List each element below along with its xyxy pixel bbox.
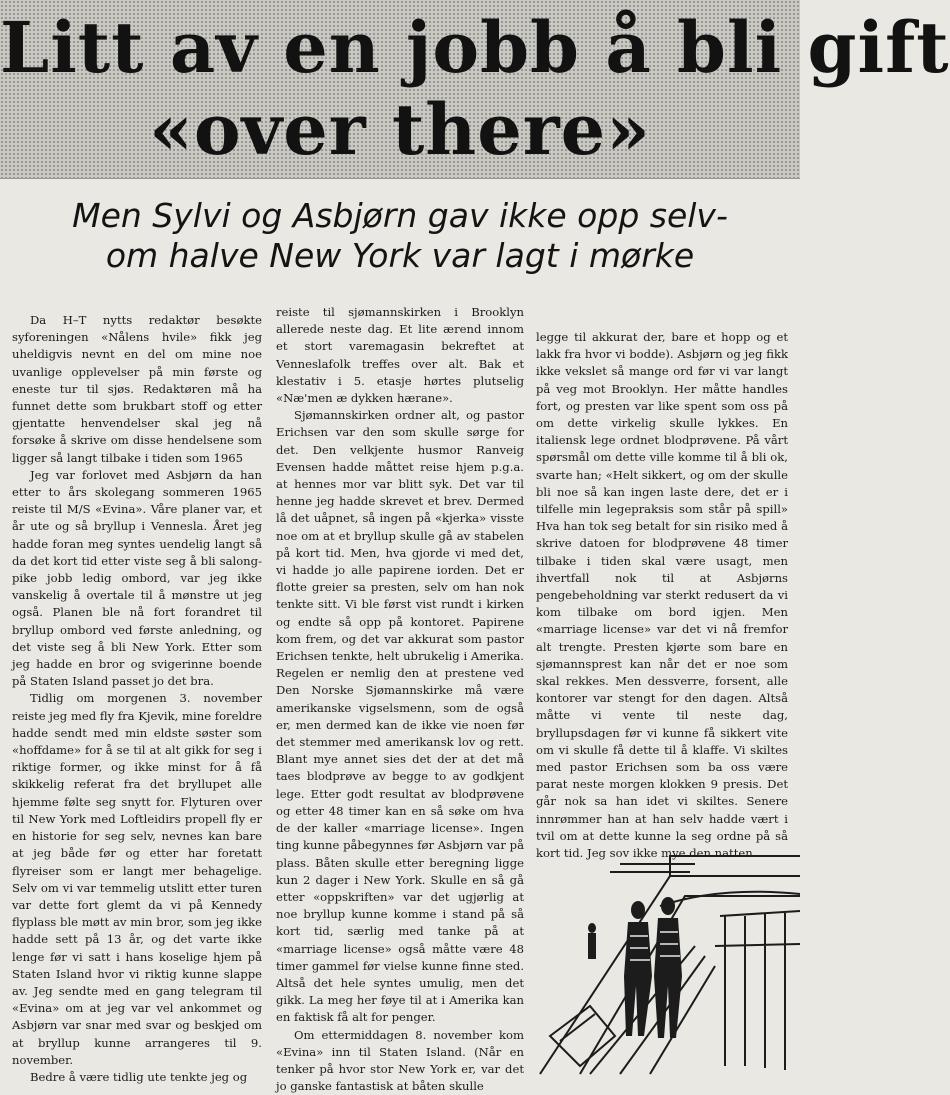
paragraph: Om ettermiddagen 8. november kom «Evina» inn til Staten Island. (Når en tenker på hvor stor New York er, var det jo ganske fantastisk at båten skulle — [276, 1027, 524, 1094]
paragraph: legge til akkurat der, bare et hopp og et lakk fra hvor vi bodde). Asbjørn og jeg fikk ikke vekslet så mange ord før vi var langt på veg mot Brooklyn. Her måtte handles fort, og presten var like spent som oss på om dette virkelig skulle lykkes. En italiensk lege ordnet blodprøvene. På vårt spørsmål om dette ville komme til å bli ok, svarte han; «Helt sikkert, og om der skulle bli noe så kan ingen laste dere, det er i tilfelle min legepraksis som står på spill» Hva han tok seg betalt for sin risiko med å skrive datoen for blodprøvene 48 timer tilbake i tiden skal være usagt, men ihvertfall nok til at Asbjørns pengebeholdning var sterkt redusert da vi kom tilbake om bord igjen. Men «marriage license» var det vi nå fremfor alt trengte. Presten kjørte som bare en sjømannsprest kan når det er noe som skal rekkes. Men dessverre, forsent, alle kontorer var stengt for den dagen. Altså måtte vi vente til neste dag, bryllupsdagen før vi kunne få sikkert vite om vi skulle få dette til å klaffe. Vi skiltes med pastor Erichsen som ba oss være parat neste morgen klokken 9 presis. Det går nok sa han idet vi skiltes. Senere innrømmer han at han selv hadde vært i tvil om at dette kunne la seg ordne på så kort tid. Jeg sov ikke mye den natten. — [536, 330, 788, 861]
paragraph: Tidlig om morgenen 3. november reiste jeg med fly fra Kjevik, mine foreldre hadde sendt med min eldste søster som «hoffdame» for å se til at alt gikk for seg i riktige former, og ikke minst for å få skikkelig referat fra det bryllupet alle hjemme følte seg snytt for. Flyturen over til New York med Loftleidirs propell fly er en historie for seg selv, nevnes kan bare at jeg både før og etter har foretatt flyreiser som er langt mer behagelige. Selv om vi var temmelig utslitt etter turen var dette fort glemt da vi på Kennedy flyplass ble møtt av min bror, som jeg ikke hadde sett på 13 år, og det varte ikke lenge før vi satt i hans koselige hjem på Staten Island hvor vi riktig kunne slappe av. Jeg sendte med en gang telegram til «Evina» om at jeg var vel ankommet og Asbjørn var snar med svar og beskjed om at bryllup kunne arrangeres til 9. november. — [12, 691, 262, 1067]
ship-deck-illustration — [520, 836, 800, 1074]
subheadline-line-1: Men Sylvi og Asbjørn gav ikke opp selv- — [72, 196, 728, 235]
paragraph: reiste til sjømannskirken i Brooklyn allerede neste dag. Et lite ærend innom et stort varemagasin bekreftet at Venneslafolk treffes over alt. Bak et klestativ i 5. etasje hørtes plutselig «Næ'men æ dykken hærane». — [276, 305, 524, 406]
paragraph: Bedre å være tidlig ute tenkte jeg og — [30, 1069, 248, 1084]
article-column-2 — [276, 304, 524, 1095]
article-column-1 — [12, 312, 262, 1086]
article-column-3 — [536, 329, 788, 862]
headline-banner — [0, 0, 950, 179]
paragraph: Da H–T nytts redaktør besøkte syforeningen «Nålens hvile» fikk jeg uheldigvis nevnt en del om mine noe uvanlige opplevelser på min første og eneste tur til sjøs. Redaktøren må ha funnet dette som brukbart stoff og etter gjentatte henvendelser skal jeg nå forsøke å skrive om disse hendelsene som ligger så langt tilbake i tiden som 1965 — [12, 313, 262, 465]
subheadline-line-2: om halve New York var lagt i mørke — [105, 236, 695, 275]
headline-line-1: Litt av en jobb å bli gift — [0, 6, 950, 89]
paragraph: Sjømannskirken ordner alt, og pastor Erichsen var den som skulle sørge for det. Den velkjente husmor Ranveig Evensen hadde måttet reise hjem p.g.a. at hennes mor var blitt syk. Det var til henne jeg hadde skrevet et brev. Dermed lå det uåpnet, så ingen på «kjerka» visste noe om at et bryllup skulle gå av stabelen på kort tid. Men, hva gjorde vi med det, vi hadde jo alle papirene iorden. Det er flotte greier sa presten, selv om han nok tenkte sitt. Vi ble først vist rundt i kirken og endte så opp på kontoret. Papirene kom frem, og det var akkurat som pastor Erichsen tenkte, helt ubrukelig i Amerika. Regelen er nemlig den at prestene ved Den Norske Sjømannskirke må være amerikanske vigselsmenn, som de også er, men dermed kan de ikke vie noen før det stemmer med amerikansk lov og rett. Blant mye annet sies det der at det må taes blodprøve av begge to av godkjent lege. Etter godt resultat av blodprøvene og etter 48 timer kan en så søke om hva de der kaller «marriage license». Ingen ting kunne påbegynnes før Asbjørn var på plass. Båten skulle etter beregning ligge kun 2 dager i New York. Skulle en så gå etter «oppskriften» var det ugjørlig at noe bryllup kunne komme i stand på så kort tid, særlig med tanke på at «marriage license» også måtte være 48 timer gammel før vielse kunne finne sted. Altså det hele syntes umulig, men det gikk. La meg her føye til at i Amerika kan en faktisk få alt for penger. — [276, 408, 524, 1025]
headline-line-2: «over there» — [149, 88, 651, 171]
paragraph: Jeg var forlovet med Asbjørn da han etter to års skolegang sommeren 1965 reiste til M/S «Evina». Våre planer var, et år ute og så bryllup i Vennesla. Året jeg hadde foran meg syntes uendelig langt så da det kort tid etter viste seg å bli salong-pike jobb ledig ombord, var jeg ikke vanskelig å overtale til å mønstre ut jeg også. Planen ble nå fort forandret til bryllup ombord ved første anledning, og det viste seg å bli New York. Etter som jeg hadde en bror og svigerinne boende på Staten Island passet jo det bra. — [12, 467, 262, 689]
